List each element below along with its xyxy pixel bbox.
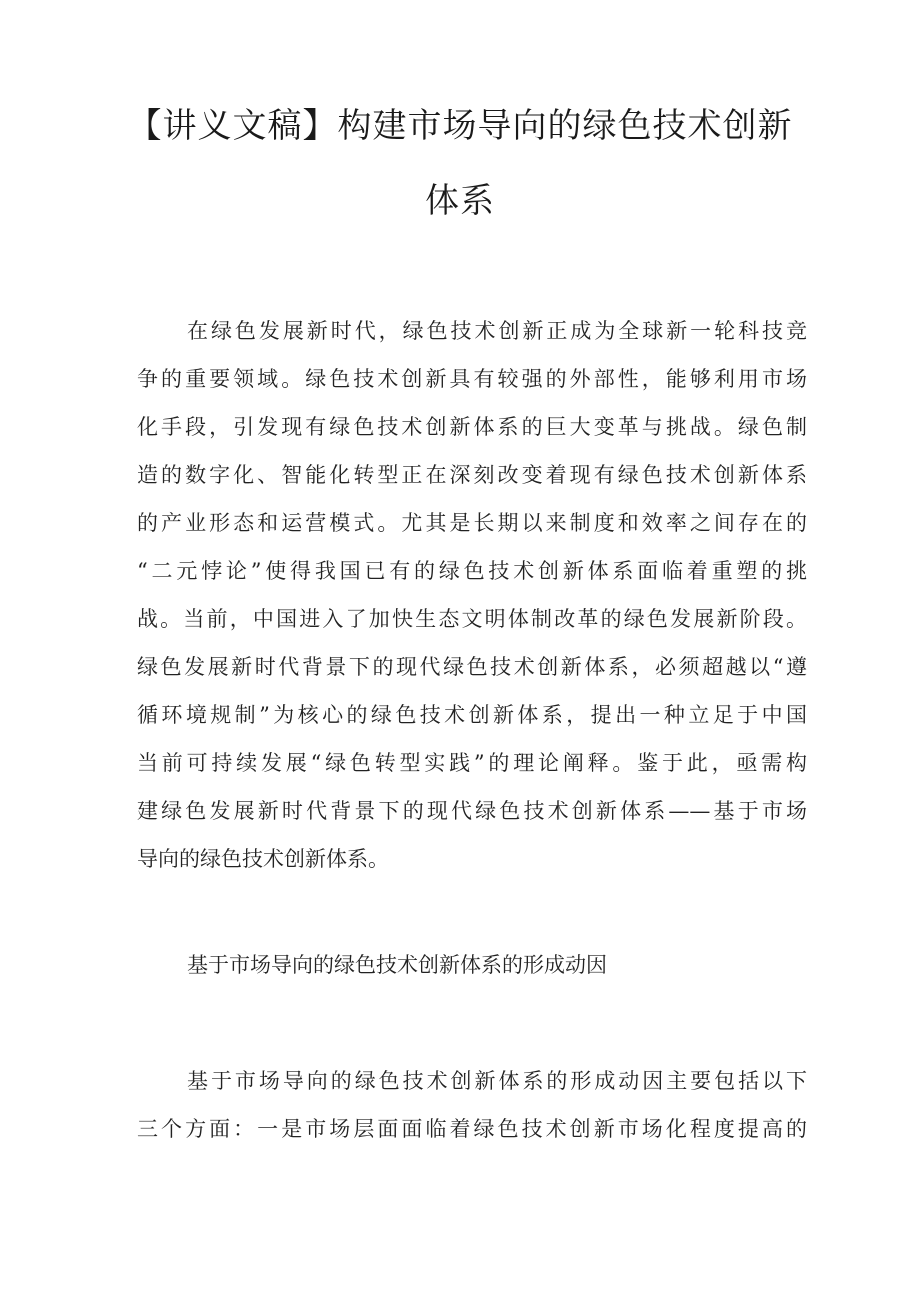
paragraph-line: 绿色发展新时代背景下的现代绿色技术创新体系，必须超越以“遵	[137, 655, 807, 679]
paragraph-line: 导向的绿色技术创新体系。	[137, 847, 389, 871]
paragraph-line: 循环境规制”为核心的绿色技术创新体系，提出一种立足于中国	[137, 703, 807, 727]
paragraph-intro	[137, 307, 807, 883]
paragraph-causes	[137, 1057, 807, 1153]
paragraph-line: 基于市场导向的绿色技术创新体系的形成动因主要包括以下	[187, 1069, 807, 1093]
section-heading	[137, 941, 807, 989]
document-title-line1: 【讲义文稿】构建市场导向的绿色技术创新	[127, 106, 793, 146]
paragraph-line: 争的重要领域。绿色技术创新具有较强的外部性，能够利用市场	[137, 367, 807, 391]
paragraph-line: 化手段，引发现有绿色技术创新体系的巨大变革与挑战。绿色制	[137, 415, 807, 439]
paragraph-line: 在绿色发展新时代，绿色技术创新正成为全球新一轮科技竞	[187, 319, 807, 343]
paragraph-line: 的产业形态和运营模式。尤其是长期以来制度和效率之间存在的	[137, 511, 807, 535]
paragraph-line: 当前可持续发展“绿色转型实践”的理论阐释。鉴于此，亟需构	[137, 751, 807, 775]
section-heading-text: 基于市场导向的绿色技术创新体系的形成动因	[187, 953, 607, 977]
paragraph-line: 造的数字化、智能化转型正在深刻改变着现有绿色技术创新体系	[137, 463, 807, 487]
paragraph-line: “二元悖论”使得我国已有的绿色技术创新体系面临着重塑的挑	[137, 559, 807, 583]
paragraph-line: 战。当前，中国进入了加快生态文明体制改革的绿色发展新阶段。	[137, 607, 807, 631]
document-title-line2: 体系	[425, 181, 495, 221]
paragraph-line: 三个方面：一是市场层面面临着绿色技术创新市场化程度提高的	[137, 1117, 807, 1141]
paragraph-line: 建绿色发展新时代背景下的现代绿色技术创新体系——基于市场	[137, 799, 807, 823]
